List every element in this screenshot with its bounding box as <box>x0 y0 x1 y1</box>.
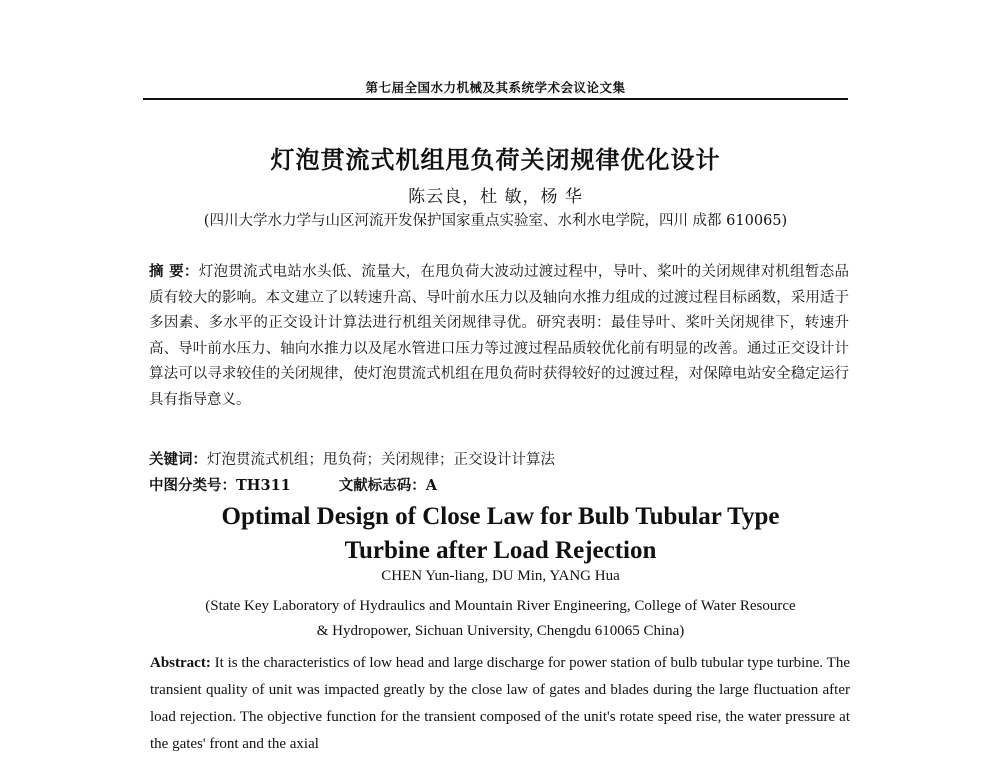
classification-line <box>149 474 849 495</box>
chinese-keywords <box>149 448 849 469</box>
clc-label: 中图分类号： <box>149 477 236 494</box>
chinese-authors: 陈云良，杜 敏，杨 华 <box>408 187 583 207</box>
english-title <box>143 500 858 568</box>
clc-value: TH311 <box>236 477 291 494</box>
english-authors: CHEN Yun-liang, DU Min, YANG Hua <box>381 568 620 584</box>
english-abstract-text: It is the characteristics of low head and large discharge for power station of bulb tubular type turbine. The transient quality of unit was impacted greatly by the close law of gates and blades during the large fluctuation after load rejection. The objective function for the transient composed of the unit's rotate speed rise, the water pressure at the gates' front and the axial <box>150 655 851 752</box>
chinese-abstract-text: 灯泡贯流式电站水头低、流量大，在甩负荷大波动过渡过程中，导叶、桨叶的关闭规律对机组暂态品质有较大的影响。本文建立了以转速升高、导叶前水压力以及轴向水推力组成的过渡过程目标函数，采用适于多因素、多水平的正交设计计算法进行机组关闭规律寻优。研究表明：最佳导叶、桨叶关闭规律下，转速升高、导叶前水压力、轴向水推力以及尾水管进口压力等过渡过程品质较优化前有明显的改善。通过正交设计计算法可以寻求较佳的关闭规律，使灯泡贯流式机组在甩负荷时获得较好的过渡过程，对保障电站安全稳定运行具有指导意义。 <box>149 264 849 408</box>
header-rule <box>143 98 848 100</box>
chinese-title: 灯泡贯流式机组甩负荷关闭规律优化设计 <box>270 145 721 174</box>
english-abstract <box>150 650 850 758</box>
chinese-abstract-label: 摘 要： <box>149 263 199 280</box>
chinese-keywords-label: 关键词： <box>149 451 207 468</box>
english-affiliation <box>143 594 858 644</box>
english-affiliation-line1: (State Key Laboratory of Hydraulics and Mountain River Engineering, College of Water Resource <box>205 598 796 614</box>
english-title-line1: Optimal Design of Close Law for Bulb Tubular Type <box>221 503 780 530</box>
doc-code-value: A <box>425 477 438 494</box>
english-title-line2: Turbine after Load Rejection <box>344 537 657 564</box>
english-abstract-label: Abstract: <box>150 655 211 671</box>
chinese-keywords-text: 灯泡贯流式机组；甩负荷；关闭规律；正交设计计算法 <box>207 452 555 468</box>
chinese-abstract <box>149 259 849 413</box>
doc-code-label: 文献标志码： <box>338 477 426 494</box>
english-affiliation-line2: & Hydropower, Sichuan University, Chengdu 610065 China) <box>316 623 685 639</box>
chinese-affiliation: (四川大学水力学与山区河流开发保护国家重点实验室、水利水电学院，四川 成都 610065) <box>203 213 788 229</box>
running-header: 第七届全国水力机械及其系统学术会议论文集 <box>365 80 626 95</box>
